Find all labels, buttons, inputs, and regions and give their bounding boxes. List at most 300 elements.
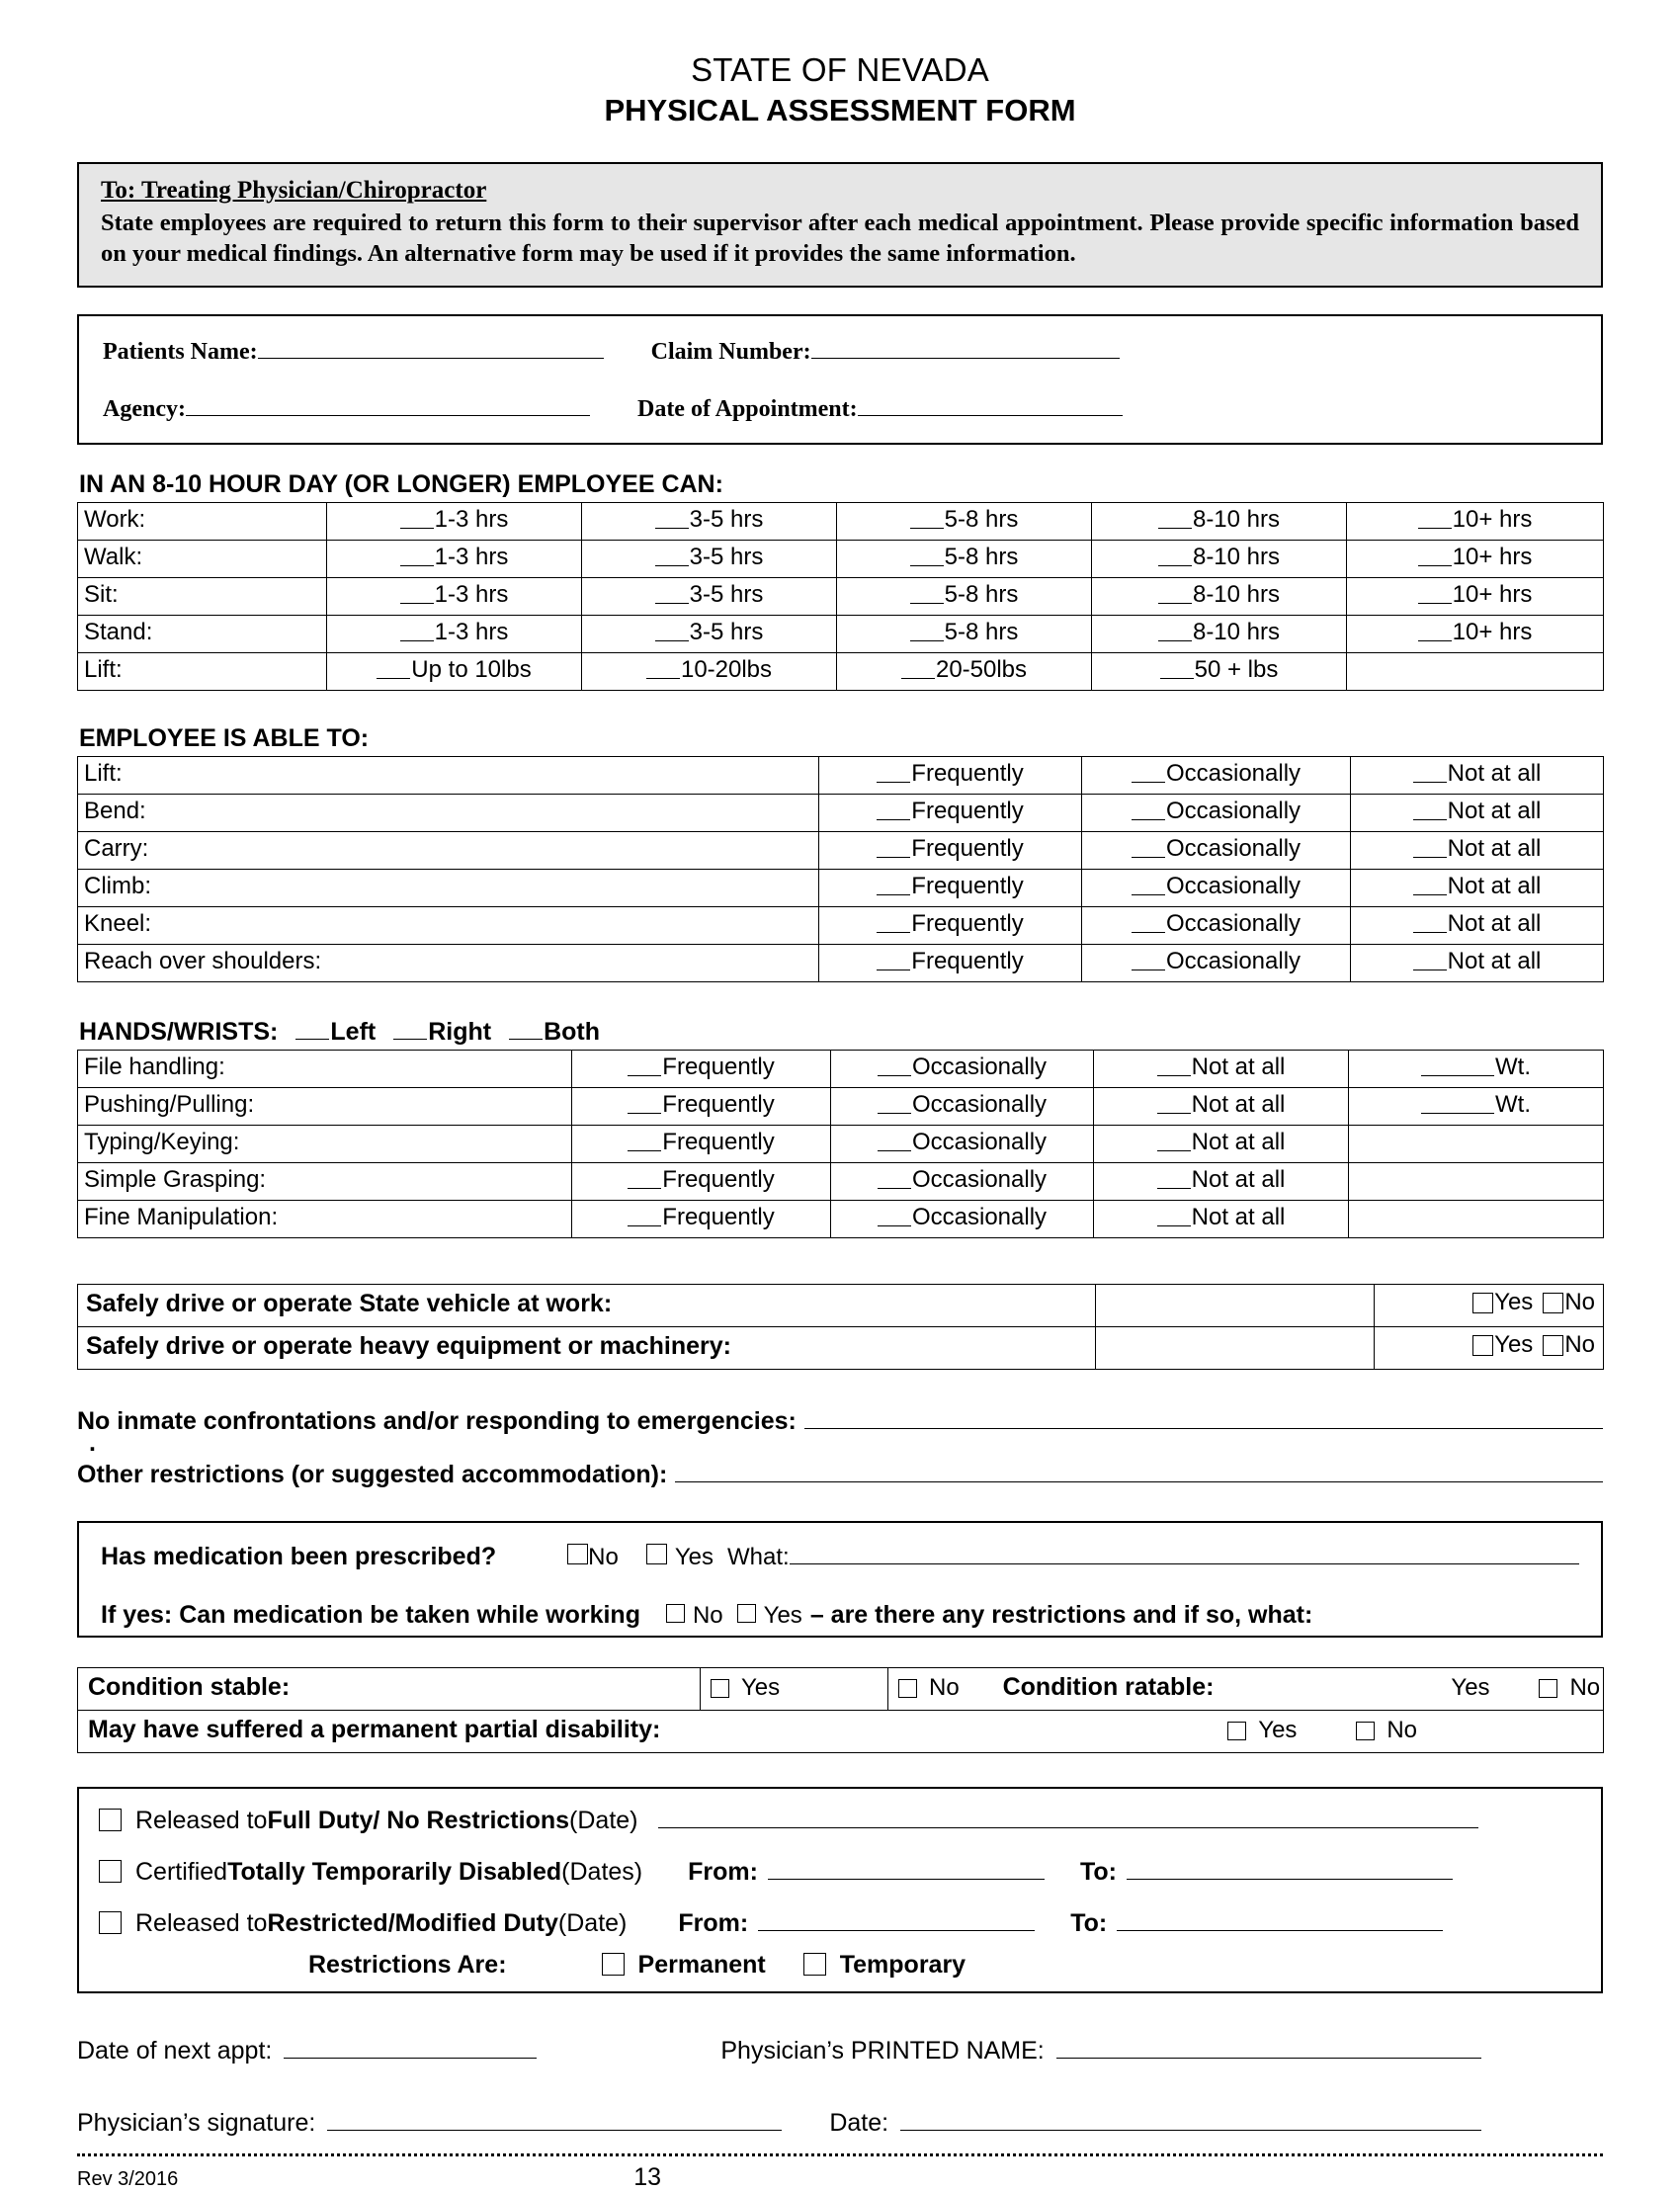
option-blank[interactable] bbox=[1158, 581, 1192, 604]
option-blank[interactable] bbox=[877, 873, 910, 895]
hands-option-cell[interactable] bbox=[572, 1200, 831, 1237]
option-label: Not at all bbox=[1191, 1166, 1286, 1194]
option-blank[interactable] bbox=[400, 581, 434, 604]
option-blank[interactable] bbox=[1132, 798, 1165, 820]
hands-option-cell[interactable] bbox=[1094, 1162, 1349, 1200]
medication-prescribed-row bbox=[101, 1539, 1579, 1571]
option-blank[interactable] bbox=[910, 619, 944, 641]
next-appointment-input[interactable] bbox=[284, 2033, 537, 2059]
medication-no-checkbox[interactable] bbox=[567, 1544, 588, 1564]
option-label: Frequently bbox=[911, 948, 1024, 975]
release-restricted-duty-from-label: From: bbox=[678, 1908, 749, 1937]
hours-option-cell[interactable] bbox=[837, 502, 1092, 540]
option-label: Occasionally bbox=[1165, 798, 1302, 825]
option-label: 1-3 hrs bbox=[434, 544, 509, 571]
title-state: STATE OF NEVADA bbox=[691, 51, 989, 88]
table-row bbox=[78, 615, 1604, 652]
option-blank[interactable] bbox=[1132, 948, 1165, 970]
option-label: Occasionally bbox=[911, 1054, 1048, 1081]
option-blank[interactable] bbox=[877, 760, 910, 783]
table-row bbox=[78, 1162, 1604, 1200]
table-row bbox=[78, 652, 1604, 690]
signature-date-input[interactable] bbox=[900, 2105, 1481, 2131]
hands-right-label: Right bbox=[428, 1017, 492, 1046]
spacer bbox=[77, 2066, 1603, 2105]
hands-option-cell[interactable] bbox=[1094, 1200, 1349, 1237]
option-blank[interactable] bbox=[1418, 581, 1452, 604]
medication-working-no-checkbox[interactable] bbox=[666, 1604, 685, 1623]
hands-option-cell[interactable] bbox=[572, 1125, 831, 1162]
restrictions-permanent-label: Permanent bbox=[637, 1950, 766, 1979]
permanent-disability-cell bbox=[78, 1710, 1604, 1752]
release-restricted-duty-to-label: To: bbox=[1070, 1908, 1108, 1937]
condition-ratable-no-label: No bbox=[1569, 1674, 1601, 1702]
option-blank[interactable] bbox=[628, 1129, 661, 1151]
option-blank[interactable] bbox=[1157, 1091, 1191, 1114]
spacer bbox=[77, 691, 1603, 724]
able-row-label: Reach over shoulders: bbox=[78, 944, 819, 981]
inmate-restriction-label: No inmate confrontations and/or responding to emergencies: bbox=[77, 1406, 797, 1435]
hours-row-label: Lift: bbox=[78, 652, 327, 690]
condition-stable-label: Condition stable: bbox=[88, 1673, 291, 1702]
option-blank[interactable] bbox=[628, 1091, 661, 1114]
option-blank[interactable] bbox=[910, 544, 944, 566]
able-option-cell[interactable] bbox=[1351, 944, 1604, 981]
option-blank[interactable] bbox=[878, 1054, 911, 1076]
agency-input[interactable] bbox=[186, 391, 590, 416]
option-label: 3-5 hrs bbox=[689, 619, 764, 646]
printed-name-label: Physician’s PRINTED NAME: bbox=[720, 2036, 1045, 2065]
drive-no-label: No bbox=[1564, 1289, 1595, 1316]
signature-label: Physician’s signature: bbox=[77, 2108, 316, 2137]
table-row bbox=[78, 1125, 1604, 1162]
condition-stable-yes-label: Yes bbox=[741, 1674, 781, 1702]
permanent-disability-yes-checkbox[interactable] bbox=[1227, 1722, 1246, 1740]
footer-meta-row bbox=[77, 2163, 1603, 2192]
other-restriction-row[interactable] bbox=[77, 1457, 1603, 1489]
option-blank[interactable] bbox=[655, 581, 689, 604]
option-blank[interactable] bbox=[400, 544, 434, 566]
hours-row-label: Sit: bbox=[78, 577, 327, 615]
hours-option-cell[interactable] bbox=[327, 502, 582, 540]
option-label: 10+ hrs bbox=[1452, 506, 1533, 534]
weight-label: Wt. bbox=[1495, 1054, 1531, 1081]
option-blank[interactable] bbox=[1413, 910, 1447, 933]
option-blank[interactable] bbox=[878, 1166, 911, 1189]
hands-section-heading bbox=[79, 1016, 1603, 1047]
option-blank[interactable] bbox=[1157, 1166, 1191, 1189]
option-blank[interactable] bbox=[1418, 619, 1452, 641]
option-blank[interactable] bbox=[1418, 544, 1452, 566]
option-blank[interactable] bbox=[655, 544, 689, 566]
hands-option-cell[interactable] bbox=[572, 1162, 831, 1200]
option-label: Occasionally bbox=[911, 1166, 1048, 1194]
hands-both-label: Both bbox=[544, 1017, 601, 1046]
hands-option-cell[interactable] bbox=[831, 1200, 1094, 1237]
option-label: Occasionally bbox=[1165, 873, 1302, 900]
hours-option-cell[interactable] bbox=[1347, 540, 1604, 577]
hours-option-cell[interactable] bbox=[1092, 652, 1347, 690]
option-label: Frequently bbox=[911, 835, 1024, 863]
release-totally-disabled-to-input[interactable] bbox=[1127, 1854, 1453, 1880]
drive-yesno-cell bbox=[1375, 1284, 1604, 1326]
option-blank[interactable] bbox=[1413, 798, 1447, 820]
table-row bbox=[78, 502, 1604, 540]
option-blank[interactable] bbox=[878, 1091, 911, 1114]
option-blank[interactable] bbox=[1413, 835, 1447, 858]
option-blank[interactable] bbox=[655, 619, 689, 641]
other-restriction-label: Other restrictions (or suggested accommodation): bbox=[77, 1460, 668, 1488]
restrictions-temporary-checkbox[interactable] bbox=[803, 1953, 826, 1976]
release-totally-disabled-to-label: To: bbox=[1079, 1857, 1117, 1886]
able-row-label: Kneel: bbox=[78, 906, 819, 944]
able-option-cell[interactable] bbox=[1351, 756, 1604, 794]
option-label: Occasionally bbox=[911, 1129, 1048, 1156]
date-of-appointment-field[interactable] bbox=[637, 391, 1123, 423]
medication-what-label: What: bbox=[726, 1543, 790, 1570]
patients-name-field[interactable] bbox=[103, 334, 604, 366]
hours-option-cell[interactable] bbox=[582, 502, 837, 540]
able-option-cell[interactable] bbox=[1351, 906, 1604, 944]
inmate-restriction-row[interactable] bbox=[77, 1403, 1603, 1436]
restrictions-permanent-checkbox[interactable] bbox=[602, 1953, 625, 1976]
option-label: Frequently bbox=[911, 798, 1024, 825]
weight-label: Wt. bbox=[1495, 1091, 1531, 1119]
table-row bbox=[78, 1284, 1604, 1326]
option-label: Occasionally bbox=[1165, 760, 1302, 788]
table-row bbox=[78, 1200, 1604, 1237]
hands-empty-cell bbox=[1349, 1125, 1604, 1162]
hours-option-cell[interactable] bbox=[837, 652, 1092, 690]
drive-no-checkbox[interactable] bbox=[1543, 1293, 1563, 1313]
hours-option-cell[interactable] bbox=[582, 652, 837, 690]
hands-left-blank[interactable] bbox=[295, 1016, 329, 1040]
option-blank[interactable] bbox=[901, 656, 935, 679]
table-row bbox=[78, 906, 1604, 944]
hands-option-cell[interactable] bbox=[831, 1125, 1094, 1162]
able-option-cell[interactable] bbox=[1082, 906, 1351, 944]
able-option-cell[interactable] bbox=[1082, 869, 1351, 906]
signature-input[interactable] bbox=[327, 2105, 782, 2131]
hands-weight-cell[interactable] bbox=[1349, 1050, 1604, 1087]
date-of-appointment-input[interactable] bbox=[858, 391, 1123, 416]
option-label: 8-10 hrs bbox=[1192, 506, 1281, 534]
table-row bbox=[78, 1710, 1604, 1752]
option-label: 10+ hrs bbox=[1452, 544, 1533, 571]
option-blank[interactable] bbox=[1160, 656, 1194, 679]
medication-restrictions-tail: – are there any restrictions and if so, what: bbox=[809, 1600, 1313, 1629]
spacer bbox=[77, 1638, 1603, 1667]
option-blank[interactable] bbox=[1157, 1204, 1191, 1226]
hours-option-cell[interactable] bbox=[1347, 615, 1604, 652]
option-blank[interactable] bbox=[400, 506, 434, 529]
able-option-cell[interactable] bbox=[1082, 944, 1351, 981]
release-restricted-duty-post: (Date) bbox=[557, 1908, 628, 1937]
hands-row-label: Fine Manipulation: bbox=[78, 1200, 572, 1237]
table-row bbox=[78, 794, 1604, 831]
page-number: 13 bbox=[633, 2162, 662, 2191]
option-blank[interactable] bbox=[1132, 760, 1165, 783]
release-restricted-duty-from-input[interactable] bbox=[758, 1905, 1035, 1931]
hands-option-cell[interactable] bbox=[831, 1087, 1094, 1125]
option-label: 5-8 hrs bbox=[944, 544, 1019, 571]
option-label: Not at all bbox=[1191, 1129, 1286, 1156]
release-totally-disabled-checkbox[interactable] bbox=[99, 1860, 122, 1883]
table-row bbox=[78, 1326, 1604, 1369]
signature-row bbox=[77, 2105, 1603, 2138]
release-restricted-duty-checkbox[interactable] bbox=[99, 1911, 122, 1934]
option-blank[interactable] bbox=[400, 619, 434, 641]
drive-no-group[interactable] bbox=[1543, 1289, 1595, 1316]
option-label: Frequently bbox=[662, 1054, 775, 1081]
page-title bbox=[77, 51, 1603, 128]
hours-option-cell[interactable] bbox=[327, 577, 582, 615]
hours-option-cell[interactable] bbox=[837, 577, 1092, 615]
medication-working-no-label: No bbox=[692, 1601, 723, 1629]
hands-weight-cell[interactable] bbox=[1349, 1087, 1604, 1125]
hands-option-cell[interactable] bbox=[1094, 1050, 1349, 1087]
spacer bbox=[77, 1272, 1603, 1284]
option-blank[interactable] bbox=[1157, 1054, 1191, 1076]
able-option-cell[interactable] bbox=[819, 869, 1082, 906]
option-label: Frequently bbox=[662, 1204, 775, 1231]
release-totally-disabled-post: (Dates) bbox=[561, 1857, 643, 1886]
patient-info-row-1 bbox=[103, 334, 1577, 366]
option-blank[interactable] bbox=[646, 656, 680, 679]
hands-option-cell[interactable] bbox=[831, 1050, 1094, 1087]
drive-yes-checkbox[interactable] bbox=[1472, 1293, 1493, 1313]
notice-body: State employees are required to return this form to their supervisor after each medical appointment. Please provide specific information based on your medical findings. An alternative form may be used if it provides the same information. bbox=[101, 210, 1579, 268]
medication-prescribed-label: Has medication been prescribed? bbox=[101, 1542, 497, 1570]
drive-row-label: Safely drive or operate heavy equipment or machinery: bbox=[78, 1326, 1096, 1369]
option-label: Not at all bbox=[1191, 1091, 1286, 1119]
option-label: Not at all bbox=[1447, 798, 1542, 825]
other-restriction-input[interactable] bbox=[675, 1457, 1603, 1482]
hours-empty-cell bbox=[1347, 652, 1604, 690]
spacer bbox=[77, 1993, 1603, 2033]
able-row-label: Carry: bbox=[78, 831, 819, 869]
release-totally-disabled-row bbox=[99, 1854, 1581, 1887]
option-label: Not at all bbox=[1447, 760, 1542, 788]
option-label: Up to 10lbs bbox=[411, 656, 532, 684]
able-option-cell[interactable] bbox=[1082, 831, 1351, 869]
option-label: 5-8 hrs bbox=[944, 506, 1019, 534]
drive-yesno-cell bbox=[1375, 1326, 1604, 1369]
hours-option-cell[interactable] bbox=[1347, 577, 1604, 615]
hands-option-right[interactable] bbox=[393, 1016, 491, 1047]
able-option-cell[interactable] bbox=[1351, 869, 1604, 906]
release-totally-disabled-bold: Totally Temporarily Disabled bbox=[227, 1857, 562, 1886]
option-blank[interactable] bbox=[878, 1129, 911, 1151]
option-blank[interactable] bbox=[1158, 619, 1192, 641]
condition-stable-no-checkbox[interactable] bbox=[898, 1679, 917, 1698]
hands-label: HANDS/WRISTS: bbox=[79, 1017, 279, 1046]
hands-row-label: Pushing/Pulling: bbox=[78, 1087, 572, 1125]
hours-option-cell[interactable] bbox=[1092, 540, 1347, 577]
hours-option-cell[interactable] bbox=[327, 615, 582, 652]
hands-table bbox=[77, 1050, 1604, 1238]
hands-option-both[interactable] bbox=[509, 1016, 600, 1047]
drive-no-label: No bbox=[1564, 1331, 1595, 1359]
option-blank[interactable] bbox=[878, 1204, 911, 1226]
option-blank[interactable] bbox=[1158, 544, 1192, 566]
permanent-disability-no-label: No bbox=[1386, 1717, 1418, 1744]
drive-yes-checkbox[interactable] bbox=[1472, 1335, 1493, 1356]
next-appointment-row bbox=[77, 2033, 1603, 2066]
hands-row-label: File handling: bbox=[78, 1050, 572, 1087]
hands-empty-cell bbox=[1349, 1162, 1604, 1200]
able-option-cell[interactable] bbox=[1082, 794, 1351, 831]
option-blank[interactable] bbox=[877, 798, 910, 820]
condition-stable-yes-checkbox[interactable] bbox=[711, 1679, 729, 1698]
option-blank[interactable] bbox=[1132, 835, 1165, 858]
hands-option-cell[interactable] bbox=[572, 1087, 831, 1125]
claim-number-input[interactable] bbox=[811, 334, 1120, 359]
medication-yes-label: Yes bbox=[674, 1543, 714, 1570]
option-blank[interactable] bbox=[1413, 873, 1447, 895]
option-blank[interactable] bbox=[628, 1054, 661, 1076]
able-option-cell[interactable] bbox=[1082, 756, 1351, 794]
hours-option-cell[interactable] bbox=[1092, 615, 1347, 652]
hours-option-cell[interactable] bbox=[1092, 577, 1347, 615]
patients-name-input[interactable] bbox=[258, 334, 604, 359]
option-blank[interactable] bbox=[877, 835, 910, 858]
option-label: 10-20lbs bbox=[680, 656, 773, 684]
drive-yes-label: Yes bbox=[1494, 1331, 1534, 1359]
option-label: 3-5 hrs bbox=[689, 506, 764, 534]
option-blank[interactable] bbox=[1157, 1129, 1191, 1151]
hands-option-cell[interactable] bbox=[572, 1050, 831, 1087]
restrictions-temporary-label: Temporary bbox=[839, 1950, 966, 1979]
drive-spacer-cell bbox=[1096, 1326, 1375, 1369]
option-blank[interactable] bbox=[377, 656, 410, 679]
option-label: 1-3 hrs bbox=[434, 506, 509, 534]
condition-ratable-yes-label: Yes bbox=[1451, 1674, 1490, 1702]
drive-table bbox=[77, 1284, 1604, 1370]
option-label: Occasionally bbox=[1165, 910, 1302, 938]
hands-option-cell[interactable] bbox=[1094, 1125, 1349, 1162]
drive-yes-group[interactable] bbox=[1472, 1331, 1533, 1359]
medication-yes-checkbox[interactable] bbox=[646, 1544, 667, 1564]
condition-ratable-no-checkbox[interactable] bbox=[1539, 1679, 1557, 1698]
option-label: 8-10 hrs bbox=[1192, 581, 1281, 609]
release-full-duty-pre: Released to bbox=[135, 1806, 268, 1834]
option-blank[interactable] bbox=[1132, 873, 1165, 895]
hours-section-heading: IN AN 8-10 HOUR DAY (OR LONGER) EMPLOYEE CAN: bbox=[79, 469, 723, 498]
drive-no-group[interactable] bbox=[1543, 1331, 1595, 1359]
hours-option-cell[interactable] bbox=[837, 540, 1092, 577]
printed-name-input[interactable] bbox=[1056, 2033, 1481, 2059]
table-row bbox=[78, 756, 1604, 794]
option-blank[interactable] bbox=[1132, 910, 1165, 933]
release-totally-disabled-from-input[interactable] bbox=[768, 1854, 1045, 1880]
option-blank[interactable] bbox=[628, 1204, 661, 1226]
release-totally-disabled-pre: Certified bbox=[135, 1857, 228, 1886]
hands-option-cell[interactable] bbox=[831, 1162, 1094, 1200]
option-blank[interactable] bbox=[1413, 760, 1447, 783]
hands-right-blank[interactable] bbox=[393, 1016, 427, 1040]
stray-period: . bbox=[89, 1428, 96, 1457]
notice-box bbox=[77, 162, 1603, 288]
permanent-disability-label: May have suffered a permanent partial disability: bbox=[88, 1716, 661, 1744]
patient-info-box bbox=[77, 314, 1603, 445]
drive-yes-group[interactable] bbox=[1472, 1289, 1533, 1316]
able-row-label: Climb: bbox=[78, 869, 819, 906]
hours-option-cell[interactable] bbox=[837, 615, 1092, 652]
spacer bbox=[77, 1238, 1603, 1272]
inmate-restriction-input[interactable] bbox=[804, 1403, 1603, 1429]
hours-option-cell[interactable] bbox=[582, 577, 837, 615]
option-label: Occasionally bbox=[911, 1204, 1048, 1231]
option-blank[interactable] bbox=[655, 506, 689, 529]
hours-table bbox=[77, 502, 1604, 691]
hours-option-cell[interactable] bbox=[582, 615, 837, 652]
option-label: Not at all bbox=[1191, 1204, 1286, 1231]
able-option-cell[interactable] bbox=[1351, 794, 1604, 831]
table-row bbox=[78, 540, 1604, 577]
revision-label: Rev 3/2016 bbox=[77, 2167, 179, 2190]
option-label: 20-50lbs bbox=[935, 656, 1028, 684]
able-option-cell[interactable] bbox=[819, 756, 1082, 794]
permanent-disability-no-checkbox[interactable] bbox=[1356, 1722, 1375, 1740]
option-blank[interactable] bbox=[877, 910, 910, 933]
option-blank[interactable] bbox=[910, 506, 944, 529]
table-row bbox=[78, 1087, 1604, 1125]
release-full-duty-date-input[interactable] bbox=[658, 1803, 1478, 1828]
option-label: 3-5 hrs bbox=[689, 544, 764, 571]
hours-option-cell[interactable] bbox=[1347, 502, 1604, 540]
spacer bbox=[77, 1489, 1603, 1521]
option-blank[interactable] bbox=[877, 948, 910, 970]
release-restricted-duty-to-input[interactable] bbox=[1117, 1905, 1443, 1931]
medication-what-input[interactable] bbox=[790, 1539, 1579, 1564]
hands-option-left[interactable] bbox=[295, 1016, 376, 1047]
option-blank[interactable] bbox=[910, 581, 944, 604]
condition-stable-no-label: No bbox=[929, 1674, 960, 1702]
condition-stable-yes-cell bbox=[701, 1667, 888, 1710]
option-blank[interactable] bbox=[628, 1166, 661, 1189]
hours-option-cell[interactable] bbox=[582, 540, 837, 577]
spacer bbox=[77, 1753, 1603, 1787]
medication-while-working-row bbox=[101, 1601, 1579, 1630]
option-label: 1-3 hrs bbox=[434, 581, 509, 609]
option-blank[interactable] bbox=[1413, 948, 1447, 970]
weight-blank[interactable] bbox=[1421, 1054, 1494, 1076]
spacer bbox=[77, 1370, 1603, 1403]
drive-row-label: Safely drive or operate State vehicle at work: bbox=[78, 1284, 1096, 1326]
medication-working-yes-checkbox[interactable] bbox=[737, 1604, 756, 1623]
option-blank[interactable] bbox=[1418, 506, 1452, 529]
drive-no-checkbox[interactable] bbox=[1543, 1335, 1563, 1356]
able-option-cell[interactable] bbox=[819, 831, 1082, 869]
hands-both-blank[interactable] bbox=[509, 1016, 543, 1040]
option-blank[interactable] bbox=[1158, 506, 1192, 529]
claim-number-field[interactable] bbox=[651, 334, 1120, 366]
hands-option-cell[interactable] bbox=[1094, 1087, 1349, 1125]
release-restricted-duty-row bbox=[99, 1905, 1581, 1938]
release-full-duty-checkbox[interactable] bbox=[99, 1809, 122, 1831]
weight-blank[interactable] bbox=[1421, 1091, 1494, 1114]
able-option-cell[interactable] bbox=[819, 794, 1082, 831]
hours-option-cell[interactable] bbox=[327, 540, 582, 577]
able-option-cell[interactable] bbox=[1351, 831, 1604, 869]
hours-option-cell[interactable] bbox=[1092, 502, 1347, 540]
hours-option-cell[interactable] bbox=[327, 652, 582, 690]
able-option-cell[interactable] bbox=[819, 944, 1082, 981]
agency-field[interactable] bbox=[103, 391, 590, 423]
signature-date-label: Date: bbox=[829, 2108, 889, 2137]
able-option-cell[interactable] bbox=[819, 906, 1082, 944]
